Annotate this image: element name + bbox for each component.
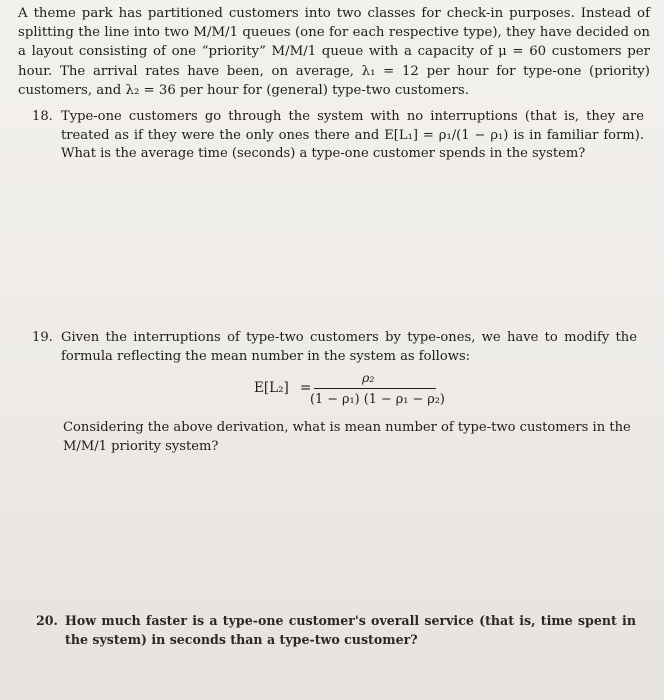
question-20 [36, 612, 636, 649]
formula-lhs: E[L₂] [254, 380, 289, 396]
question-number: 19. [32, 330, 53, 345]
question-18 [32, 108, 644, 164]
question-number: 18. [32, 109, 53, 124]
question-19 [32, 329, 637, 366]
formula-denominator: (1 − ρ₁) (1 − ρ₁ − ρ₂) [310, 392, 445, 407]
formula-equals: = [300, 380, 312, 396]
question-number: 20. [36, 613, 58, 628]
question-text: How much faster is a type-one customer's overall service (that is, time spent in the system) in seconds than a type-two customer? [65, 613, 636, 647]
formula-numerator: ρ₂ [362, 370, 375, 385]
question-19-followup: Considering the above derivation, what is mean number of type-two customers in the M/M/1 priority system? [63, 420, 631, 454]
question-text: Given the interruptions of type-two customers by type-ones, we have to modify the formula reflecting the mean number in the system as follows: [61, 330, 637, 364]
fraction-bar [314, 388, 436, 389]
question-text: Type-one customers go through the system with no interruptions (that is, they are treated as if they were the only ones there and E[L₁] = ρ₁/(1 − ρ₁) is in familiar form). What is the average time (seconds) a type-one customer spends in the system? [61, 109, 644, 161]
problem-intro: A theme park has partitioned customers into two classes for check-in purposes. Instead of splitting the line into two M/M/1 queues (one for each respective type), they have decided on a layout consisting of one “priority” M/M/1 queue with a capacity of μ = 60 customers per hour. The arrival rates have been, on average, λ₁ = 12 per hour for type-one (priority) customers, and λ₂ = 36 per hour for (general) type-two customers. [18, 6, 650, 98]
expected-l2-formula [254, 370, 454, 414]
